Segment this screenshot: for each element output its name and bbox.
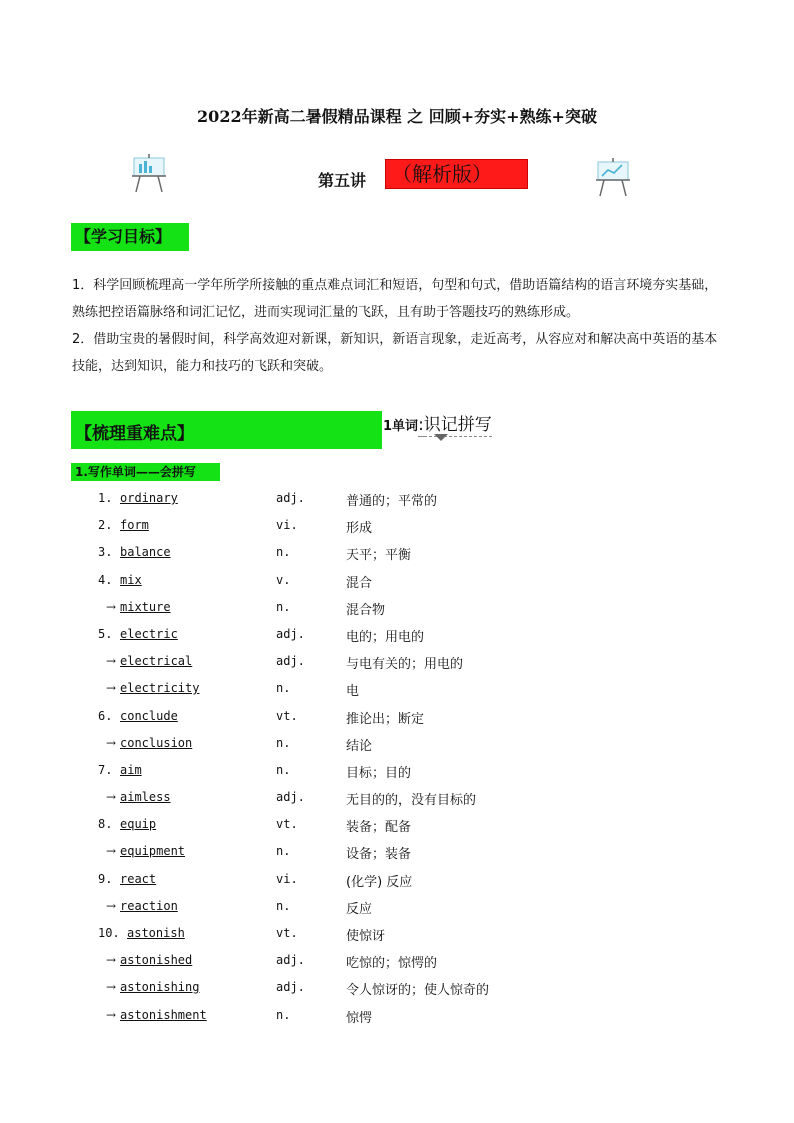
arrow-icon: →	[106, 898, 117, 913]
vocab-pos: n.	[276, 844, 291, 859]
vocab-index: 8.	[98, 817, 113, 832]
vocab-pos: adj.	[276, 980, 305, 995]
vocab-index: 9.	[98, 871, 113, 886]
vocab-meaning: 电	[346, 684, 360, 700]
vocab-meaning: 电的；用电的	[346, 629, 425, 645]
vocab-word: equipment	[120, 844, 186, 859]
vocab-meaning: 天平；平衡	[346, 548, 412, 564]
chevron-down-icon[interactable]	[434, 434, 448, 441]
vocab-pos: adj.	[276, 790, 305, 805]
vocab-meaning: 令人惊讶的；使人惊奇的	[346, 983, 490, 999]
words-separator: :	[418, 415, 424, 435]
arrow-icon: →	[106, 599, 117, 614]
vocab-pos: adj.	[276, 491, 305, 505]
vocab-pos: vi.	[276, 518, 298, 533]
vocab-row	[0, 486, 794, 513]
vocab-row	[0, 948, 794, 975]
vocab-word: astonishing	[120, 980, 200, 995]
vocab-pos: adj.	[276, 654, 305, 669]
arrow-icon: →	[106, 735, 117, 750]
arrow-icon: →	[106, 681, 117, 696]
vocab-word: electric	[120, 626, 178, 641]
vocab-row	[0, 894, 794, 921]
vocab-pos: n.	[276, 681, 291, 696]
vocab-word: form	[120, 518, 149, 533]
learning-goals	[72, 272, 728, 380]
goal-item: 1．科学回顾梳理高一学年所学所接触的重点难点词汇和短语，句型和句式，借助语篇结构的语言环境夯实基础，熟练把控语篇脉络和词汇记忆，进而实现词汇量的飞跃，且有助于答题技巧的熟练形成。	[72, 278, 718, 320]
vocab-meaning: (化学) 反应	[346, 874, 413, 890]
vocab-word: electricity	[120, 681, 200, 696]
vocab-word: aim	[120, 762, 142, 777]
vocab-index: 1.	[98, 491, 113, 505]
vocab-word: mixture	[120, 599, 171, 614]
vocab-pos: v.	[276, 572, 291, 587]
vocab-word: react	[120, 871, 157, 886]
vocab-word: aimless	[120, 790, 171, 805]
vocab-row	[0, 975, 794, 1002]
vocab-index: 3.	[98, 545, 113, 560]
vocab-row	[0, 839, 794, 866]
vocabulary-list	[0, 486, 794, 1030]
vocab-row	[0, 540, 794, 567]
vocab-pos: n.	[276, 735, 291, 750]
vocab-word: electrical	[120, 654, 193, 669]
lecture-label: 第五讲	[318, 171, 367, 190]
vocab-word: conclusion	[120, 735, 193, 750]
arrow-icon: →	[106, 654, 117, 669]
vocab-meaning: 使惊讶	[346, 929, 386, 944]
vocab-pos: n.	[276, 599, 291, 614]
lecture-header	[0, 158, 794, 198]
vocab-word: reaction	[120, 898, 178, 913]
vocab-row	[0, 649, 794, 676]
document-title: 2022年新高二暑假精品课程 之 回顾+夯实+熟练+突破	[197, 107, 597, 126]
vocab-row	[0, 622, 794, 649]
vocab-row	[0, 1003, 794, 1030]
vocab-pos: n.	[276, 898, 291, 913]
vocab-pos: n.	[276, 762, 291, 777]
vocab-meaning: 装备；配备	[346, 820, 412, 836]
learning-goals-tag: 【学习目标】	[71, 223, 189, 251]
vocab-meaning: 反应	[346, 901, 373, 917]
vocab-row	[0, 867, 794, 894]
vocab-row	[0, 785, 794, 812]
vocab-meaning: 普通的；平常的	[346, 494, 438, 509]
spelling-subsection-tag: 1.写作单词——会拼写	[71, 463, 220, 481]
vocab-index: 4.	[98, 572, 113, 587]
vocab-pos: n.	[276, 545, 291, 560]
arrow-icon: →	[106, 790, 117, 805]
goal-item: 2．借助宝贵的暑假时间，科学高效迎对新课，新知识，新语言现象，走近高考，从容应对和解决高中英语的基本技能，达到知识，能力和技巧的飞跃和突破。	[72, 332, 718, 374]
vocab-index: 7.	[98, 762, 113, 777]
vocab-pos: vt.	[276, 817, 298, 832]
vocab-row	[0, 921, 794, 948]
words-dropdown[interactable]	[383, 410, 492, 435]
arrow-icon: →	[106, 1007, 117, 1022]
vocab-pos: n.	[276, 1007, 291, 1022]
arrow-icon: →	[106, 953, 117, 968]
vocab-pos: vt.	[276, 926, 298, 940]
vocab-meaning: 吃惊的；惊愕的	[346, 956, 438, 972]
vocab-meaning: 形成	[346, 521, 373, 537]
vocab-word: conclude	[120, 708, 178, 723]
vocab-row	[0, 595, 794, 622]
vocab-meaning: 混合物	[346, 602, 386, 618]
vocab-index: 6.	[98, 708, 113, 723]
vocab-meaning: 设备；装备	[346, 847, 412, 863]
vocab-row	[0, 513, 794, 540]
arrow-icon: →	[106, 844, 117, 859]
vocab-pos: vt.	[276, 708, 298, 723]
vocab-word: astonished	[120, 953, 193, 968]
vocab-word: ordinary	[120, 491, 178, 505]
vocab-row	[0, 812, 794, 839]
vocab-row	[0, 568, 794, 595]
words-number: 1	[383, 419, 393, 434]
vocab-meaning: 与电有关的；用电的	[346, 657, 464, 673]
vocab-pos: vi.	[276, 871, 298, 886]
vocab-row	[0, 731, 794, 758]
vocab-meaning: 推论出；断定	[346, 711, 425, 727]
vocab-pos: adj.	[276, 626, 305, 641]
vocab-meaning: 无目的的，没有目标的	[346, 793, 477, 809]
key-points-tag: 【梳理重难点】	[71, 411, 382, 449]
vocab-pos: adj.	[276, 953, 305, 968]
vocab-meaning: 混合	[346, 575, 373, 591]
arrow-icon: →	[106, 980, 117, 995]
vocab-index: 2.	[98, 518, 113, 533]
vocab-word: astonish	[127, 926, 185, 940]
vocab-meaning: 结论	[346, 738, 373, 754]
vocab-row	[0, 704, 794, 731]
vocab-row	[0, 758, 794, 785]
vocab-index: 5.	[98, 626, 113, 641]
vocab-word: balance	[120, 545, 171, 560]
presentation-easel-icon	[592, 156, 636, 198]
words-label: 单词	[392, 419, 419, 434]
vocab-meaning: 目标；目的	[346, 765, 412, 781]
edition-badge: （解析版）	[385, 159, 528, 189]
vocab-meaning: 惊愕	[346, 1010, 373, 1026]
vocab-word: mix	[120, 572, 142, 587]
vocab-index: 10.	[98, 926, 120, 940]
vocab-row	[0, 676, 794, 703]
vocab-word: equip	[120, 817, 157, 832]
vocab-word: astonishment	[120, 1007, 207, 1022]
words-mode: 识记拼写	[423, 415, 492, 435]
